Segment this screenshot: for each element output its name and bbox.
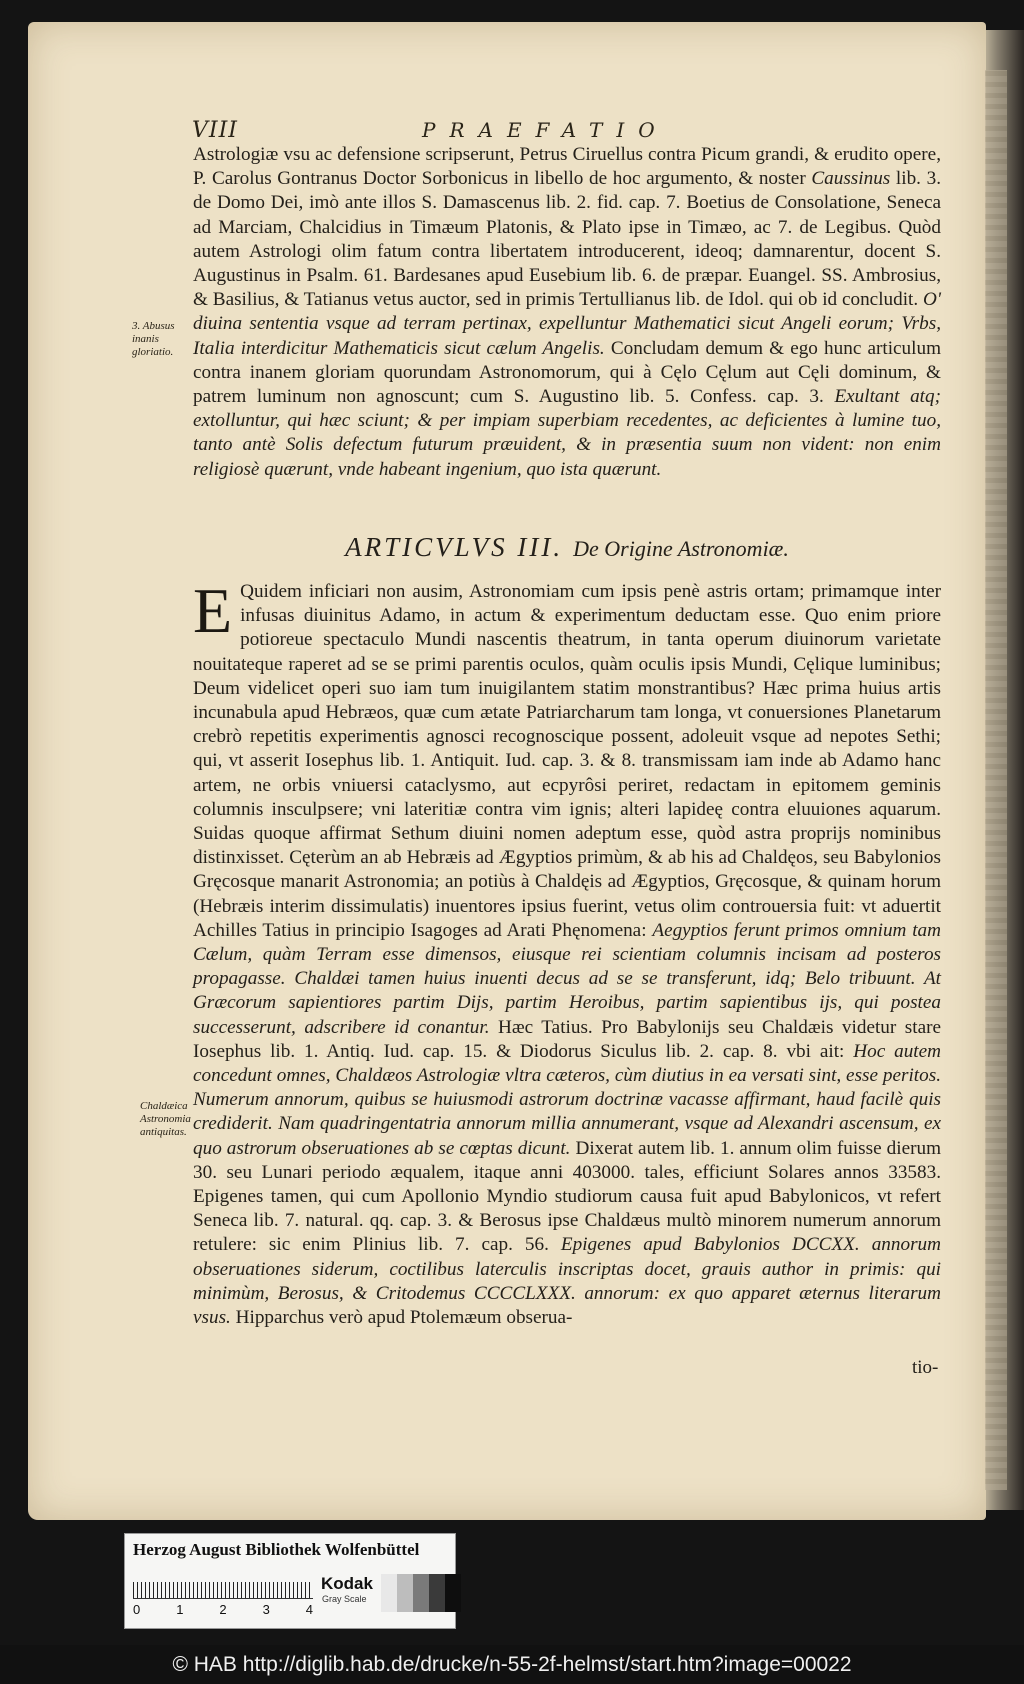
ruler-number: 1 (176, 1602, 184, 1617)
gray-patch (429, 1574, 445, 1612)
gray-patch (397, 1574, 413, 1612)
kodak-brand: Kodak (321, 1574, 373, 1593)
paragraph-astrology: Astrologiæ vsu ac defensione scripserunt, Petrus Ciruellus contra Picum grandi, & erudito opere, P. Carolus Gontranus Doctor Sorbonicus in libello de hoc argumento, & noster Caussinus lib. 3. de Domo Dei, imò ante illos S. Damascenus lib. 2. fid. cap. 7. Boetius de Consolatione, Seneca ad Marciam, Chalcidius in Timæum Platonis, & Plato ipse in Timæo, ac 7. de Legibus. Quòd autem Astrologi olim fatum contra libertatem introducerent, ideoq; damnarentur, docent S. Augustinus in Psalm. 61. Bardesanes apud Eusebium lib. 6. de præpar. Euangel. SS. Ambrosius, & Basilius, & Tatianus vetus auctor, sed in primis Tertullianus lib. de Idol. qui ob id concludit. O' diuina sententia vsque ad terram pertinax, expelluntur Mathematici sicut Angeli eorum; Vrbs, Italia interdicitur Mathematicis sicut cælum Angelis. Concludam demum & ego hunc articulum contra inanem gloriam quorundam Astronomorum, qui à Cęlo Cęlum aut Cęli dominum, & patrem luminum non agnoscunt; cum S. Augustino lib. 5. Confess. cap. 3. Exultant atq; extolluntur, qui hæc sciunt; & per impiam superbiam recedentes, ac deficientes à lumine tuo, tanto antè Solis defectum futurum præuident, & in præsentia suum non vident: non enim religiosè quærunt, vnde habeant ingenium, quo ista quærunt. (193, 144, 941, 480)
gray-patch (413, 1574, 429, 1612)
drop-capital: E (193, 575, 233, 646)
gray-scale-patches (381, 1574, 461, 1612)
marginal-note-abusus: 3. Abusus inanis gloriatio. (132, 320, 175, 358)
gray-patch (445, 1574, 461, 1612)
ruler-number: 3 (262, 1602, 270, 1617)
library-color-card (124, 1533, 456, 1629)
marginal-note-chaldaea: Chaldæica Astronomia antiquitas. (140, 1100, 191, 1138)
article-label: ARTICVLVS III. (345, 532, 564, 562)
folio-number: VIII (192, 118, 238, 143)
article-subtitle: De Origine Astronomiæ. (573, 536, 789, 561)
catchword: tio- (912, 1357, 939, 1378)
article-heading (193, 532, 941, 563)
ruler-numbers (133, 1602, 313, 1617)
scale-ruler (133, 1574, 313, 1599)
facing-page-edge (985, 70, 1007, 1490)
ruler-number: 0 (133, 1602, 141, 1617)
library-name: Herzog August Bibliothek Wolfenbüttel (133, 1540, 420, 1559)
ruler-number: 2 (219, 1602, 227, 1617)
running-title: PRAEFATIO (422, 118, 669, 142)
gray-scale-label: Gray Scale (322, 1594, 367, 1604)
ruler-number: 4 (305, 1602, 313, 1617)
paragraph-origin: E Quidem inficiari non ausim, Astronomiam cum ipsis penè astris ortam; primamque inter infusas diuinitus Adamo, in actum & experimentum deductam esse. Quo enim priore potioreue spectaculo Mundi nascentis theatrum, in tanta operum diuinorum varietate nouitateque raperet ad se se primi parentis oculos, quàm oculis ipsis Mundi, Cęlique luminibus; Deum videlicet operi suo iam tum inuigilantem statim monstrantibus? Hæc prima huius artis incunabula apud Hebræos, quæ cum ætate Patriarcharum tam longa, vt conuersiones Planetarum crebrò repetitis experimentis agnosci recognoscique possent, adoleuit vsque ad nepotes Sethi; qui, vt asserit Iosephus lib. 1. Antiquit. Iud. cap. 3. & 8. transmissam iam inde ab Adamo hanc artem, ne orbis vniuersi cataclysmo, aut ecpyrôsi periret, redactam in epitomem geminis columnis insculpsere; vni lateritiæ contra vim ignis; alteri lapideę contra eluuiones aquarum. Suidas quoque affirmat Sethum diuini nomen adeptum esse, quòd astra proprijs nominibus distinxisset. Cęterùm an ab Hebræis ad Ægyptios primùm, & ab his ad Chaldęos, seu Babylonios Gręcosque manarit Astronomia; an potiùs à Chaldęis ad Ægyptios, Gręcosque, & quinam horum (Hebræis interim dissimulatis) inuentores ipsius fuerint, vetus olim controuersia fuit: vt aduertit Achilles Tatius in principio Isagoges ad Arati Phęnomena: Aegyptios ferunt primos omnium tam Cælum, quàm Terram esse dimensos, eiusque rei scientiam columnis incisam ad posteros propagasse. Chaldæi tamen huius inuenti decus ad se se transferunt, idq; Belo tribuunt. At Græcorum sapientiores partim Dijs, partim Heroibus, partim sapientibus ijs, qui postea successerunt, adscribere id conantur. Hæc Tatius. Pro Babylonijs seu Chaldæis videtur stare Iosephus lib. 1. Antiq. Iud. cap. 15. & Diodorus Siculus lib. 2. cap. 8. vbi ait: Hoc autem concedunt omnes, Chaldæos Astrologiæ vltra cæteros, cùm diutius in ea versati sint, esse peritos. Numerum annorum, quibus se huiusmodi astrorum doctrinæ vacasse affirmant, haud facilè quis crediderit. Nam quadringentatria annorum millia annumerant, vsque ad Alexandri ascensum, ex quo astrorum obseruationes ab se cœptas dicunt. Dixerat autem lib. 1. annum olim fuisse dierum 30. seu Lunari periodo æqualem, itaque anni 403000. tales, efficiunt Solares annos 33583. Epigenes tamen, qui cum Apollonio Myndio studiorum causa fuit apud Babylonicos, vt refert Seneca lib. 7. natural. qq. cap. 3. & Berosus ipse Chaldæus multò minorem numerum annorum retulere: sic enim Plinius lib. 7. cap. 56. Epigenes apud Babylonios DCCXX. annorum obseruationes siderum, coctilibus laterculis inscriptas docet, grauis author in primis: qui minimùm, Berosus, & Critodemus CCCCLXXX. annorum: ex quo apparet æternus literarum vsus. Hipparchus verò apud Ptolemæum obserua- (193, 575, 942, 1329)
copyright-footer: © HAB http://diglib.hab.de/drucke/n-55-2f-helmst/start.htm?image=00022 (0, 1645, 1024, 1684)
gray-patch (381, 1574, 397, 1612)
